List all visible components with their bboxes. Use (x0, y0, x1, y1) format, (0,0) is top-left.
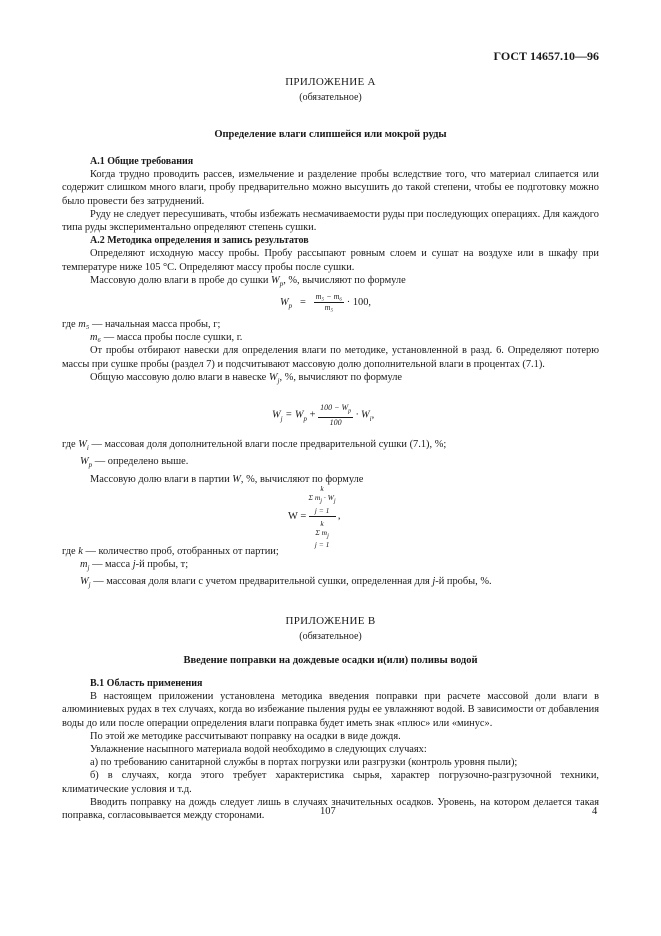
annex-b-status: (обязательное) (299, 631, 362, 642)
section-a2-paragraph-4: Общую массовую долю влаги в навеске $W_j$, %, вычисляют по формуле (90, 371, 402, 385)
variable-wp: $W_p$ — определено выше. (80, 456, 189, 470)
annex-a-variables-2 (62, 438, 599, 486)
section-b1-paragraph-2: По этой же методике рассчитывают поправку на осадки в виде дождя. (90, 730, 401, 742)
variable-wj: $W_j$ — массовая доля влаги с учетом предварительной сушки, определенная для j-й пробы, %. (80, 576, 492, 590)
section-b1-paragraph-4: Вводить поправку на дождь следует лишь в случаях значительных осадков. Уровень, на котором делается такая поправка, согласовывается между сторонами. (62, 796, 599, 822)
annex-b-name: ПРИЛОЖЕНИЕ В (285, 615, 376, 627)
section-a2-paragraph-5: Массовую долю влаги в партии W, %, вычисляют по формуле (90, 473, 364, 485)
annex-a-name: ПРИЛОЖЕНИЕ А (285, 76, 376, 88)
annex-a-variables-1 (62, 318, 599, 388)
section-b1-paragraph-1: В настоящем приложении установлена методика введения поправки при расчете массовой доли влаги в алюминиевых рудах в тех случаях, когда во избежание пыления руды ее увлажняют водой. В зависимости от добавления воды до или после операции определения влаги поправка будет иметь знак «плюс» или «минус». (62, 691, 599, 729)
annex-a-status: (обязательное) (299, 92, 362, 103)
variable-k: где k — количество проб, отобранных от партии; (62, 546, 279, 557)
section-b1-item-b: б) в случаях, когда этого требует характеристика сырья, характер погрузочно-разгрузочной техники, климатические условия и т.д. (62, 770, 599, 795)
variable-m5: где m₅ — начальная масса пробы, г; (62, 319, 221, 330)
formula-2: $W_j = W_p$ + $\frac{100 - W_p}{100}$ · $W_i$, (272, 403, 375, 427)
formula-1: $W_p$ = $\frac{\text{m₅ − m₆}}{\text{m₅}}$ · 100, (280, 292, 372, 312)
formula-3: W = k Σ $m_j \cdot W_j$ j = 1 k Σ $m_j$ j = 1 , (288, 484, 341, 549)
standard-number: ГОСТ 14657.10—96 (493, 49, 599, 63)
section-a2-paragraph-1: Определяют исходную массу пробы. Пробу рассыпают ровным слоем и сушат на воздухе или в шкафу при температуре ниже 105 °С. Определяют массу пробы после сушки. (62, 248, 599, 273)
section-b1-heading: В.1 Область применения (90, 678, 203, 689)
annex-b-section-1 (62, 677, 599, 822)
annex-b-title: Введение поправки на дождевые осадки и(или) поливы водой (183, 655, 478, 666)
section-a1-heading: А.1 Общие требования (90, 156, 194, 167)
variable-m6: m₆ — масса пробы после сушки, г. (90, 332, 243, 344)
section-a2-paragraph-3: От пробы отбирают навески для определения влаги по методике, установленной в разд. 6. Определяют потерю массы при сушке пробы (раздел 7) и подсчитывают массовую долю дополнительной влаги в процентах (7.1). (62, 345, 599, 370)
section-a1-paragraph-2: Руду не следует пересушивать, чтобы избежать несмачиваемости руды при последующих операциях. Для каждого типа руды экспериментально определяют степень сушки. (62, 208, 599, 234)
section-a2-heading: А.2 Методика определения и запись результатов (90, 235, 309, 247)
annex-a-section-1 (62, 155, 599, 291)
annex-a-title: Определение влаги слипшейся или мокрой руды (214, 129, 447, 140)
section-a1-paragraph-1: Когда трудно проводить рассев, измельчение и разделение пробы вследствие того, что материал слипается или содержит слишком много влаги, пробу предварительно можно высушить до такой степени, чтобы ее подготовку можно было провести без затруднений. (62, 169, 599, 207)
section-a2-paragraph-2: Массовую долю влаги в пробе до сушки $W_p$, %, вычисляют по формуле (90, 274, 406, 288)
sheet-number: 4 (592, 806, 598, 817)
variable-wi: где $W_i$ — массовая доля дополнительной влаги после предварительной сушки (7.1), %; (62, 439, 447, 453)
annex-a-variables-3 (62, 545, 599, 593)
variable-mj: $m_j$ — масса j-й пробы, т; (80, 559, 189, 573)
section-b1-paragraph-3: Увлажнение насыпного материала водой необходимо в следующих случаях: (90, 744, 427, 756)
page-number: 107 (320, 806, 336, 817)
section-b1-item-a: а) по требованию санитарной службы в портах погрузки или разгрузки (контроль уровня пыли); (90, 757, 518, 769)
